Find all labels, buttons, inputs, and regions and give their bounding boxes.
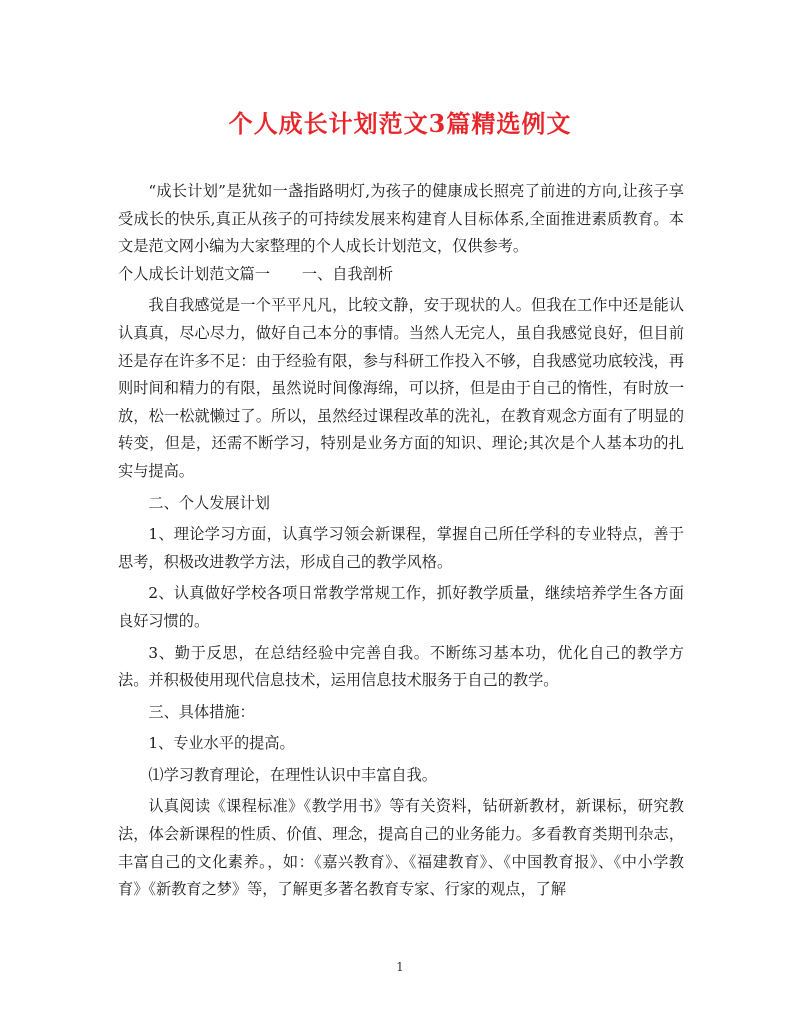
- intro-paragraph: “成长计划”是犹如一盏指路明灯,为孩子的健康成长照亮了前进的方向,让孩子享受成长的快乐,真正从孩子的可持续发展来构建育人目标体系,全面推进素质教育。本文是范文网小编为大家整理的个人成长计划范文，仅供参考。: [118, 182, 684, 256]
- section-heading-measures: 三、具体措施：: [148, 702, 255, 721]
- self-analysis-paragraph: 我自我感觉是一个平平凡凡，比较文静，安于现状的人。但我在工作中还是能认认真真，尽心尽力，做好自己本分的事情。当然人无完人，虽自我感觉良好，但目前还是存在许多不足：由于经验有限，参与科研工作投入不够，自我感觉功底较浅，再则时间和精力的有限，虽然说时间像海绵，可以挤，但是由于自己的惰性，有时放一放，松一松就懒过了。所以，虽然经过课程改革的洗礼，在教育观念方面有了明显的转变，但是，还需不断学习，特别是业务方面的知识、理论;其次是个人基本功的扎实与提高。: [118, 296, 684, 480]
- section-heading-development-plan: 二、个人发展计划: [148, 493, 270, 512]
- reading-paragraph: 认真阅读《课程标准》《教学用书》等有关资料，钻研新教材，新课标，研究教法，体会新课程的性质、价值、理念，提高自己的业务能力。多看教育类期刊杂志，丰富自己的文化素养。，如：《嘉兴教育》、《福建教育》、《中国教育报》、《中小学教育》《新教育之梦》等，了解更多著名教育专家、行家的观点，了解: [118, 797, 684, 899]
- measure-subitem-theory: ⑴学习教育理论，在理性认识中丰富自我。: [148, 765, 437, 784]
- plan-item-theory: 1、理论学习方面，认真学习领会新课程，掌握自己所任学科的专业特点，善于思考，积极改进教学方法，形成自己的教学风格。: [118, 525, 684, 571]
- section-label-line: [118, 261, 684, 289]
- document-title: 个人成长计划范文3篇精选例文: [228, 109, 572, 138]
- plan-item-reflection: 3、勤于反思，在总结经验中完善自我。不断练习基本功，优化自己的教学方法。并积极使用现代信息技术，运用信息技术服务于自己的教学。: [118, 643, 684, 690]
- section-heading-self-analysis: 一、自我剖析: [301, 264, 393, 283]
- section-label: 个人成长计划范文篇一: [118, 264, 270, 283]
- measure-item-professional: 1、专业水平的提高。: [148, 734, 295, 753]
- document-body: [118, 178, 684, 904]
- page-number: 1: [396, 960, 404, 974]
- plan-item-routine: 2、认真做好学校各项日常教学常规工作，抓好教学质量，继续培养学生各方面良好习惯的。: [118, 584, 684, 630]
